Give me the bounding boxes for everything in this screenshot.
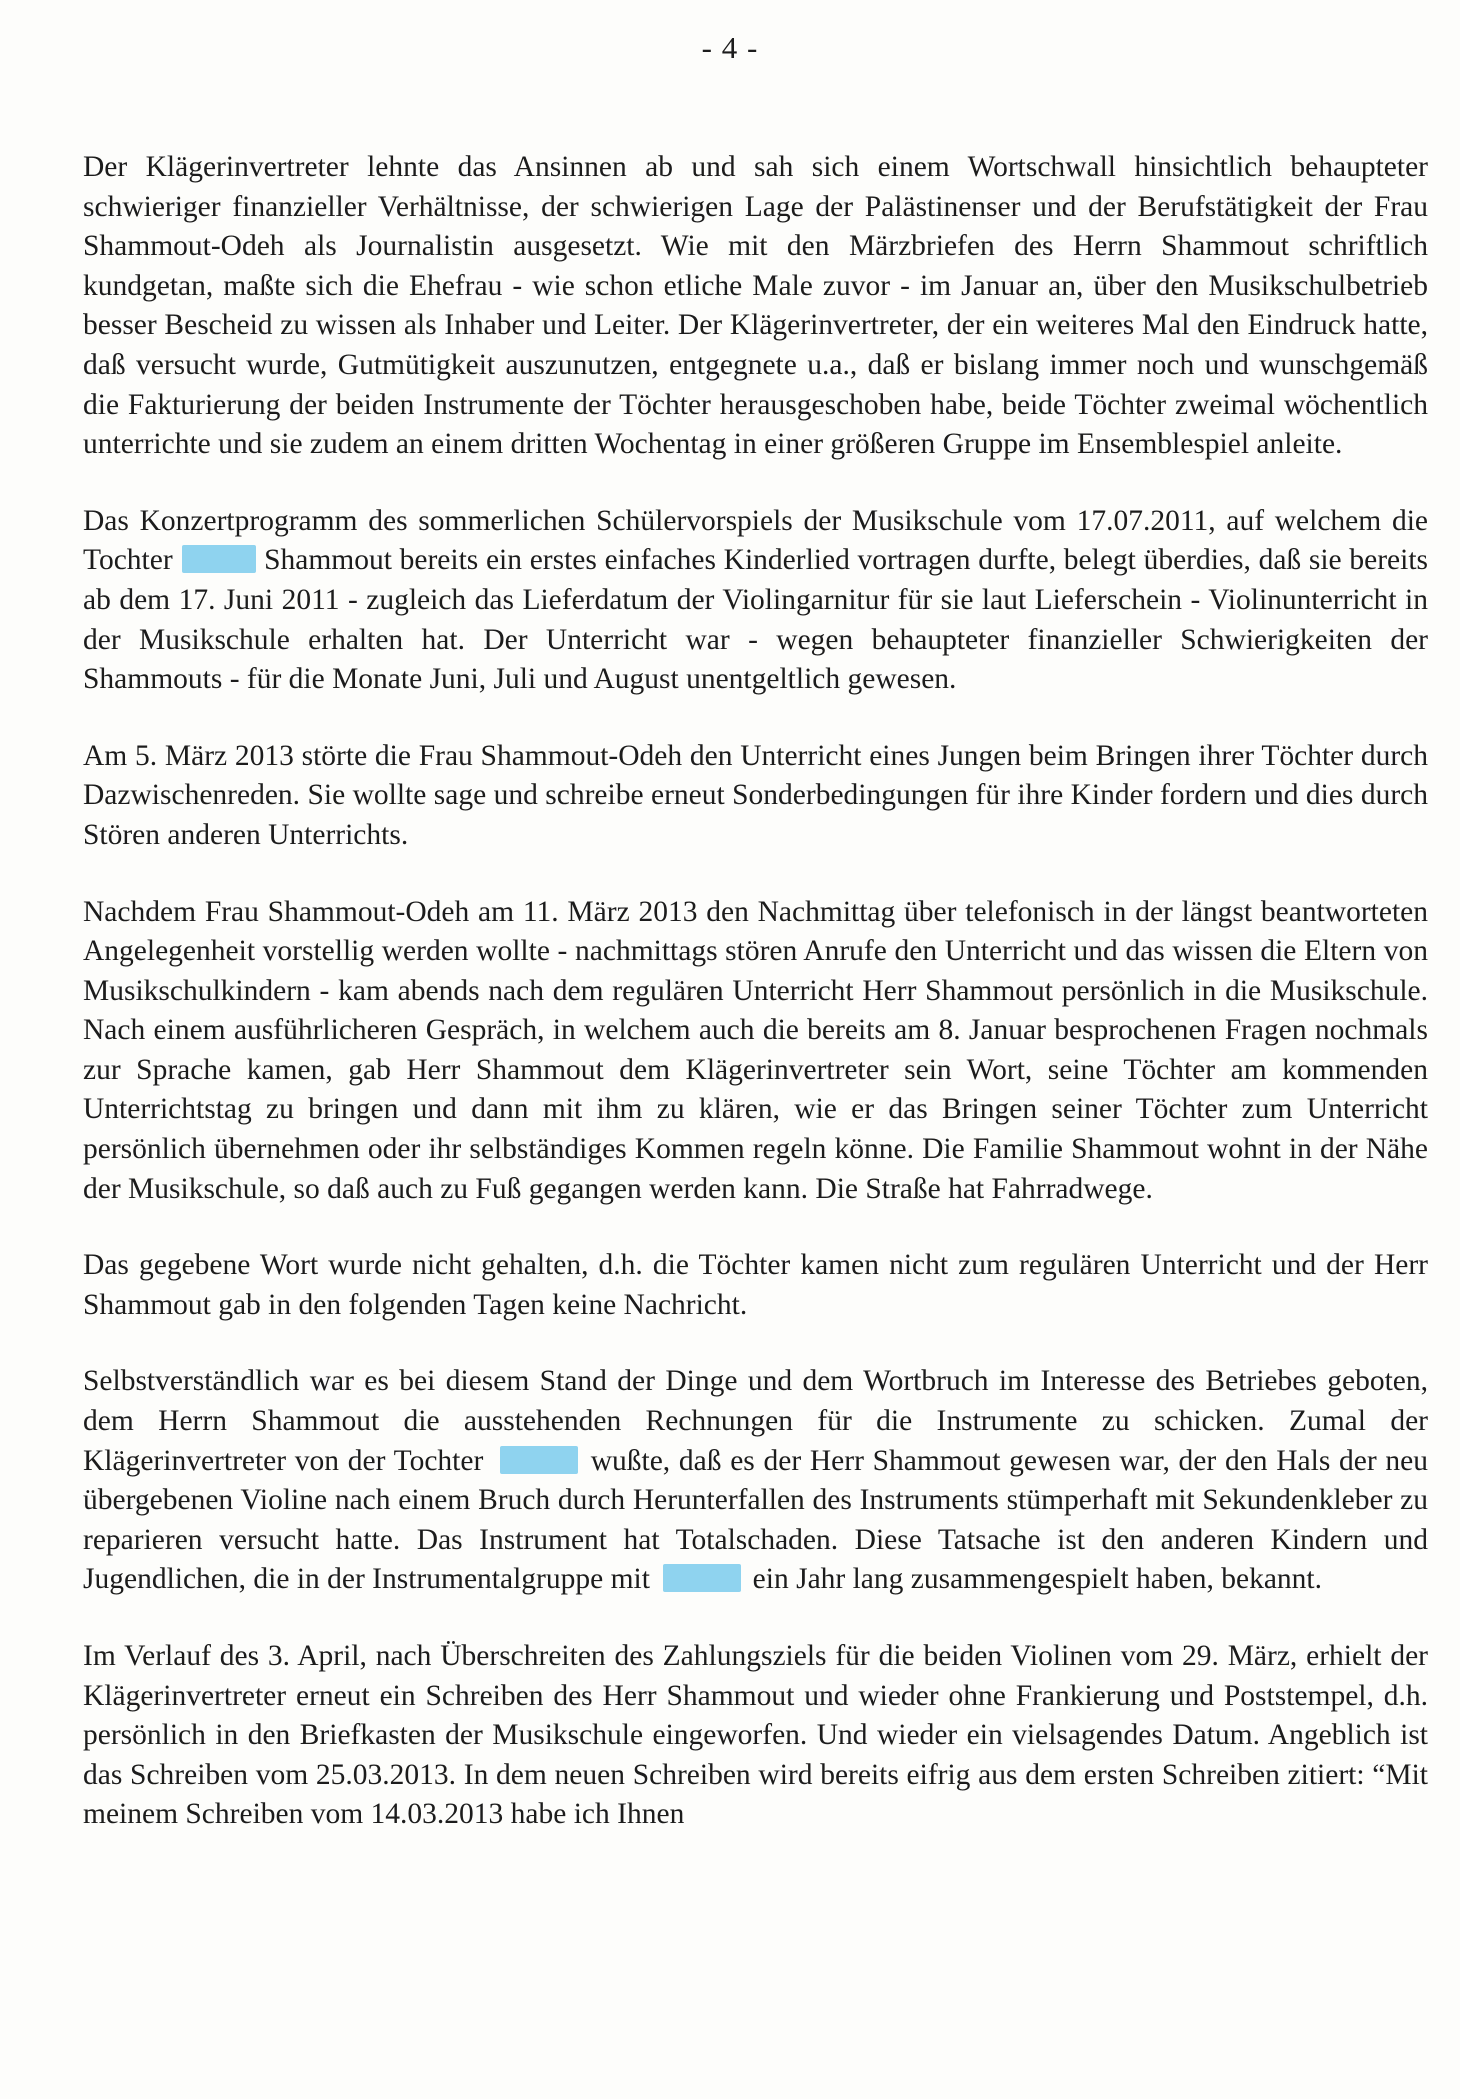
redaction-box — [500, 1446, 578, 1474]
paragraph-2-part-2: Shammout bereits ein erstes einfaches Kinderlied vortragen durfte, belegt überdies, daß sie bereits ab dem 17. Juni 2011 - zugleich das Lieferdatum der Violingarnitur für sie laut Lieferschein - Violinunterricht in der Musikschule erhalten hat. Der Unterricht war - wegen behaupteter finanzieller Schwierigkeiten der Shammouts - für die Monate Juni, Juli und August unentgeltlich gewesen. — [83, 544, 1428, 696]
paragraph-6-part-2: wußte, daß es der Herr Shammout gewesen war, der den Hals der neu übergebenen Violine nach einem Bruch durch Herunterfallen des Instruments stümperhaft mit Sekundenkleber zu reparieren versucht hatte. Das Instrument hat Totalschaden. Diese Tatsache ist den anderen Kindern und Jugendlichen, die in der Instrumentalgruppe mit — [83, 1444, 1428, 1596]
paragraph-6-part-1: Selbstverständlich war es bei diesem Stand der Dinge und dem Wortbruch im Interesse des Betriebes geboten, dem Herrn Shammout die ausstehenden Rechnungen für die Instrumente zu schicken. Zumal der Klägerinvertreter von der Tochter — [83, 1365, 1428, 1477]
paragraph-3: Am 5. März 2013 störte die Frau Shammout-Odeh den Unterricht eines Jungen beim Bringen ihrer Töchter durch Dazwischenreden. Sie wollte sage und schreibe erneut Sonderbedingungen für ihre Kinder fordern und dies durch Stören anderen Unterrichts. — [83, 739, 1428, 851]
paragraph-2 — [83, 502, 1428, 700]
paragraph-1: Der Klägerinvertreter lehnte das Ansinnen ab und sah sich einem Wortschwall hinsichtlich behaupteter schwieriger finanzieller Verhältnisse, der schwierigen Lage der Palästinenser und der Berufstätigkeit der Frau Shammout-Odeh als Journalistin ausgesetzt. Wie mit den Märzbriefen des Herrn Shammout schriftlich kundgetan, maßte sich die Ehefrau - wie schon etliche Male zuvor - im Januar an, über den Musikschulbetrieb besser Bescheid zu wissen als Inhaber und Leiter. Der Klägerinvertreter, der ein weiteres Mal den Eindruck hatte, daß versucht wurde, Gutmütigkeit auszunutzen, entgegnete u.a., daß er bislang immer noch und wunschgemäß die Fakturierung der beiden Instrumente der Töchter herausgeschoben habe, beide Töchter zweimal wöchentlich unterrichte und sie zudem an einem dritten Wochentag in einer größeren Gruppe im Ensemblespiel anleite. — [83, 151, 1428, 461]
redaction-box — [663, 1564, 741, 1592]
paragraph-5: Das gegebene Wort wurde nicht gehalten, d.h. die Töchter kamen nicht zum regulären Unterricht und der Herr Shammout gab in den folgenden Tagen keine Nachricht. — [83, 1249, 1428, 1321]
paragraph-2-part-1: Das Konzertprogramm des sommerlichen Schülervorspiels der Musikschule vom 17.07.2011, auf welchem die Tochter — [83, 504, 1428, 577]
paragraph-7: Im Verlauf des 3. April, nach Überschreiten des Zahlungsziels für die beiden Violinen vom 29. März, erhielt der Klägerinvertreter erneut ein Schreiben des Herr Shammout und wieder ohne Frankierung und Poststempel, d.h. persönlich in den Briefkasten der Musikschule eingeworfen. Und wieder ein vielsagendes Datum. Angeblich ist das Schreiben vom 25.03.2013. In dem neuen Schreiben wird bereits eifrig aus dem ersten Schreiben zitiert: “Mit meinem Schreiben vom 14.03.2013 habe ich Ihnen — [83, 1640, 1428, 1831]
page-number: - 4 - — [701, 30, 759, 65]
paragraph-6-part-3: ein Jahr lang zusammengespielt haben, bekannt. — [745, 1563, 1323, 1596]
body-text — [83, 148, 1428, 1872]
paragraph-6 — [83, 1362, 1428, 1600]
paragraph-4: Nachdem Frau Shammout-Odeh am 11. März 2013 den Nachmittag über telefonisch in der längst beantworteten Angelegenheit vorstellig werden wollte - nachmittags stören Anrufe den Unterricht und das wissen die Eltern von Musikschulkindern - kam abends nach dem regulären Unterricht Herr Shammout persönlich in die Musikschule. Nach einem ausführlicheren Gespräch, in welchem auch die bereits am 8. Januar besprochenen Fragen nochmals zur Sprache kamen, gab Herr Shammout dem Klägerinvertreter sein Wort, seine Töchter am kommenden Unterrichtstag zu bringen und dann mit ihm zu klären, wie er das Bringen seiner Töchter zum Unterricht persönlich übernehmen oder ihr selbständiges Kommen regeln könne. Die Familie Shammout wohnt in der Nähe der Musikschule, so daß auch zu Fuß gegangen werden kann. Die Straße hat Fahrradwege. — [83, 895, 1428, 1205]
redaction-box — [182, 545, 256, 573]
